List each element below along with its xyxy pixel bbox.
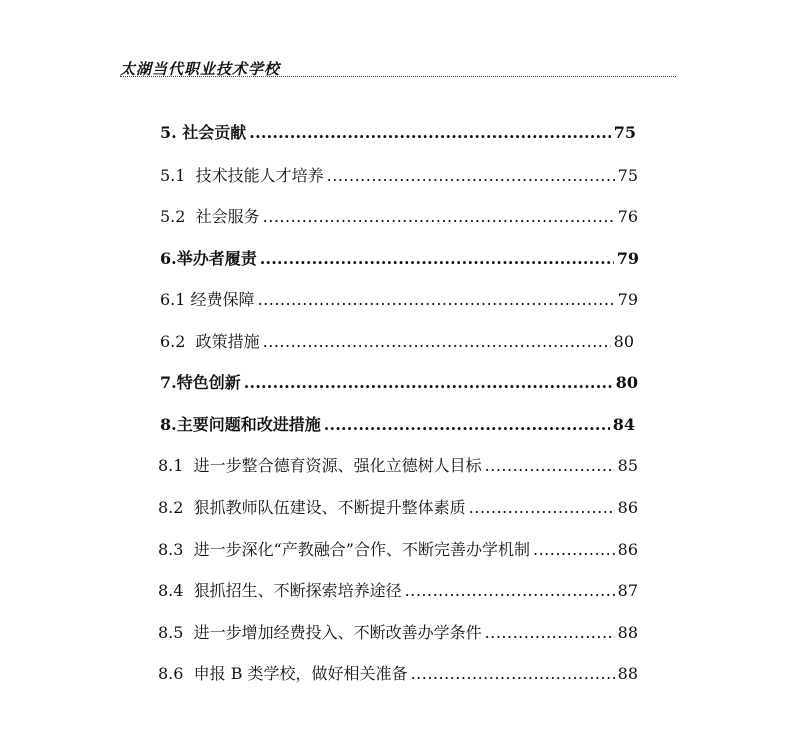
toc-entry-title: 申报 B 类学校，做好相关准备 (193, 664, 408, 683)
toc-entry-number: 7. (160, 373, 177, 392)
toc-leader (324, 415, 610, 435)
toc-entry[interactable] (158, 623, 638, 643)
toc-entry[interactable] (158, 540, 638, 560)
toc-page-number: 76 (617, 207, 638, 226)
toc-page-number: 80 (615, 373, 638, 392)
toc-entry-title: 经费保障 (190, 290, 255, 309)
toc-entry-number: 5.2 (160, 207, 186, 226)
toc-entry-title: 政策措施 (195, 332, 260, 351)
toc-entry[interactable] (158, 581, 638, 601)
toc-leader (469, 498, 615, 518)
toc-page-number: 80 (613, 332, 634, 351)
toc-entry-number: 5.1 (160, 166, 186, 185)
toc-entry-number: 8.2 (158, 498, 184, 517)
toc-entry-title: 举办者履责 (176, 249, 257, 268)
toc-entry-number: 8. (160, 415, 177, 434)
toc-entry-title: 进一步增加经费投入、不断改善办学条件 (193, 623, 482, 642)
toc-leader (263, 207, 615, 227)
toc-page-number: 79 (616, 249, 639, 268)
running-header: 太湖当代职业技术学校 (120, 60, 281, 78)
toc-entry[interactable] (160, 123, 636, 143)
toc-leader (260, 249, 614, 269)
toc-entry-title: 社会贡献 (182, 123, 247, 142)
toc-page-number: 88 (617, 664, 638, 683)
toc-entry-number: 6. (160, 249, 177, 268)
toc-entry[interactable] (160, 373, 638, 393)
toc-page-number: 86 (617, 498, 638, 517)
toc-page-number: 86 (617, 540, 638, 559)
toc-entry-title: 特色创新 (176, 373, 241, 392)
toc-entry-number: 8.5 (158, 623, 184, 642)
toc-entry[interactable] (160, 249, 639, 269)
toc-page-number: 85 (617, 456, 638, 475)
toc-entry-number: 8.1 (158, 456, 184, 475)
toc-leader (411, 664, 615, 684)
toc-leader (485, 623, 615, 643)
toc-entry-title: 技术技能人才培养 (195, 166, 324, 185)
toc-page-number: 87 (617, 581, 638, 600)
toc-page-number: 88 (617, 623, 638, 642)
toc-entry-title: 社会服务 (195, 207, 260, 226)
toc-entry-number: 8.4 (158, 581, 184, 600)
toc-page-number: 79 (617, 290, 638, 309)
toc-leader (327, 166, 615, 186)
toc-entry[interactable] (160, 290, 638, 310)
toc-leader (533, 540, 615, 560)
toc-entry-number: 6.1 (160, 290, 186, 309)
toc-leader (263, 332, 611, 352)
toc-entry[interactable] (160, 166, 638, 186)
toc-entry-title: 狠抓教师队伍建设、不断提升整体素质 (193, 498, 466, 517)
toc-leader (258, 290, 615, 310)
toc-entry-number: 8.6 (158, 664, 184, 683)
toc-entry[interactable] (158, 498, 638, 518)
toc-page-number: 75 (613, 123, 636, 142)
toc-entry-title: 主要问题和改进措施 (176, 415, 321, 434)
toc-entry-title: 进一步深化“产教融合”合作、不断完善办学机制 (193, 540, 530, 559)
toc-leader (485, 456, 615, 476)
toc-entry-number: 6.2 (160, 332, 186, 351)
toc-entry-title: 进一步整合德育资源、强化立德树人目标 (193, 456, 482, 475)
toc-page-number: 75 (617, 166, 638, 185)
toc-entry-number: 8.3 (158, 540, 184, 559)
toc-entry[interactable] (158, 456, 638, 476)
toc-entry[interactable] (158, 664, 638, 684)
toc-entry[interactable] (160, 207, 638, 227)
toc-entry[interactable] (160, 415, 635, 435)
toc-leader (244, 373, 613, 393)
toc-entry[interactable] (160, 332, 634, 352)
toc-entry-title: 狠抓招生、不断探索培养途径 (193, 581, 402, 600)
toc-leader (249, 123, 610, 143)
toc-entry-number: 5. (160, 123, 177, 142)
toc-leader (405, 581, 615, 601)
toc-page-number: 84 (612, 415, 635, 434)
